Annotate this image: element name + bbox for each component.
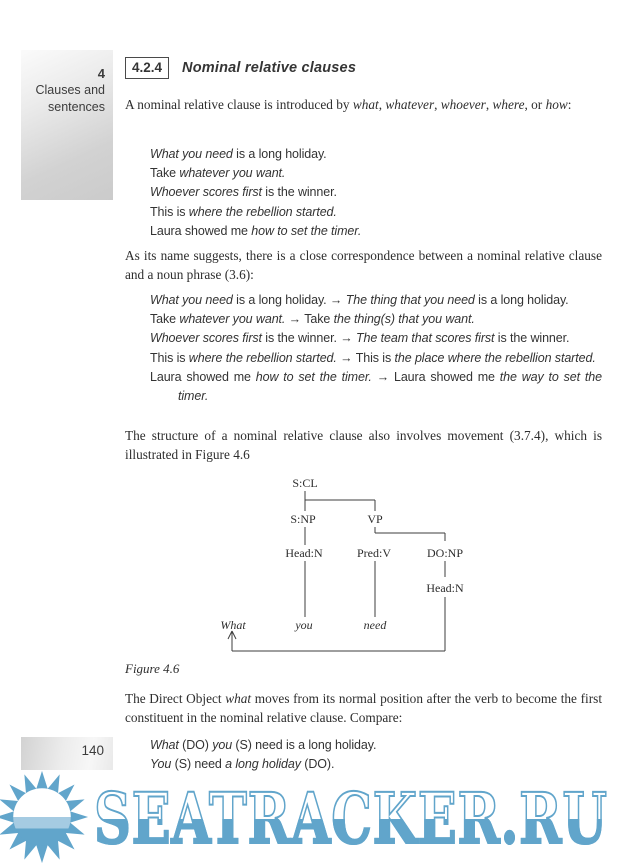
section-heading — [125, 57, 356, 79]
tree-node-dobj: DO:NP — [426, 546, 464, 560]
example-sentence: Take whatever you want. → Take the thing(s) that you want. — [150, 312, 475, 327]
example-block-1 — [150, 145, 361, 241]
tree-word-you: you — [295, 618, 313, 632]
tree-word-need: need — [363, 618, 387, 632]
example-sentence: Whoever scores first is the winner. — [150, 185, 337, 200]
chapter-title-line2: sentences — [48, 100, 105, 114]
chapter-tab — [21, 50, 113, 200]
section-number-box: 4.2.4 — [125, 57, 169, 79]
tree-node-vp: VP — [367, 512, 383, 526]
example-sentence: This is where the rebellion started. → This is the place where the rebellion started. — [150, 350, 596, 365]
tree-node-root: S:CL — [292, 476, 318, 490]
example-block-2 — [150, 291, 602, 406]
paragraph-correspondence: As its name suggests, there is a close correspondence between a nominal relative clause and a noun phrase (3.6): — [125, 248, 602, 282]
tree-node-subject: S:NP — [290, 512, 316, 526]
example-sentence: You (S) need a long holiday (DO). — [150, 757, 335, 772]
section-title: Nominal relative clauses — [182, 60, 357, 76]
example-sentence: Take whatever you want. — [150, 166, 286, 181]
figure-caption: Figure 4.6 — [125, 661, 180, 676]
tree-word-what: What — [220, 618, 246, 632]
tree-node-pred: Pred:V — [357, 546, 391, 560]
example-sentence: What you need is a long holiday. → The thing that you need is a long holiday. — [150, 293, 569, 307]
watermark-text: SEATRACKER.RU — [94, 777, 608, 860]
chapter-title-line1: Clauses and — [35, 83, 105, 97]
tree-node-head-left: Head:N — [285, 546, 323, 560]
tree-node-head-right: Head:N — [426, 581, 464, 595]
chapter-number: 4 — [97, 66, 105, 81]
page-number-tab — [21, 737, 113, 770]
figure-4-6-syntax-tree — [185, 473, 475, 663]
example-sentence: This is where the rebellion started. — [150, 204, 337, 219]
example-block-3 — [150, 736, 376, 774]
page-number: 140 — [81, 743, 104, 758]
example-sentence: Laura showed me how to set the timer. → Laura showed me the way to set the timer. — [150, 369, 602, 404]
example-sentence: What you need is a long holiday. — [150, 147, 327, 161]
paragraph-structure: The structure of a nominal relative clause also involves movement (3.7.4), which is illustrated in Figure 4.6 — [125, 428, 602, 462]
example-sentence: Laura showed me how to set the timer. — [150, 223, 362, 238]
example-sentence: Whoever scores first is the winner. → The team that scores first is the winner. — [150, 331, 570, 346]
sun-logo-icon — [0, 769, 90, 865]
paragraph-intro: A nominal relative clause is introduced by what, whatever, whoever, where, or how: — [125, 97, 572, 112]
paragraph-movement: The Direct Object what moves from its normal position after the verb to become the first constituent in the nominal relative clause. Compare: — [125, 691, 603, 725]
example-sentence: What (DO) you (S) need is a long holiday. — [150, 738, 377, 752]
